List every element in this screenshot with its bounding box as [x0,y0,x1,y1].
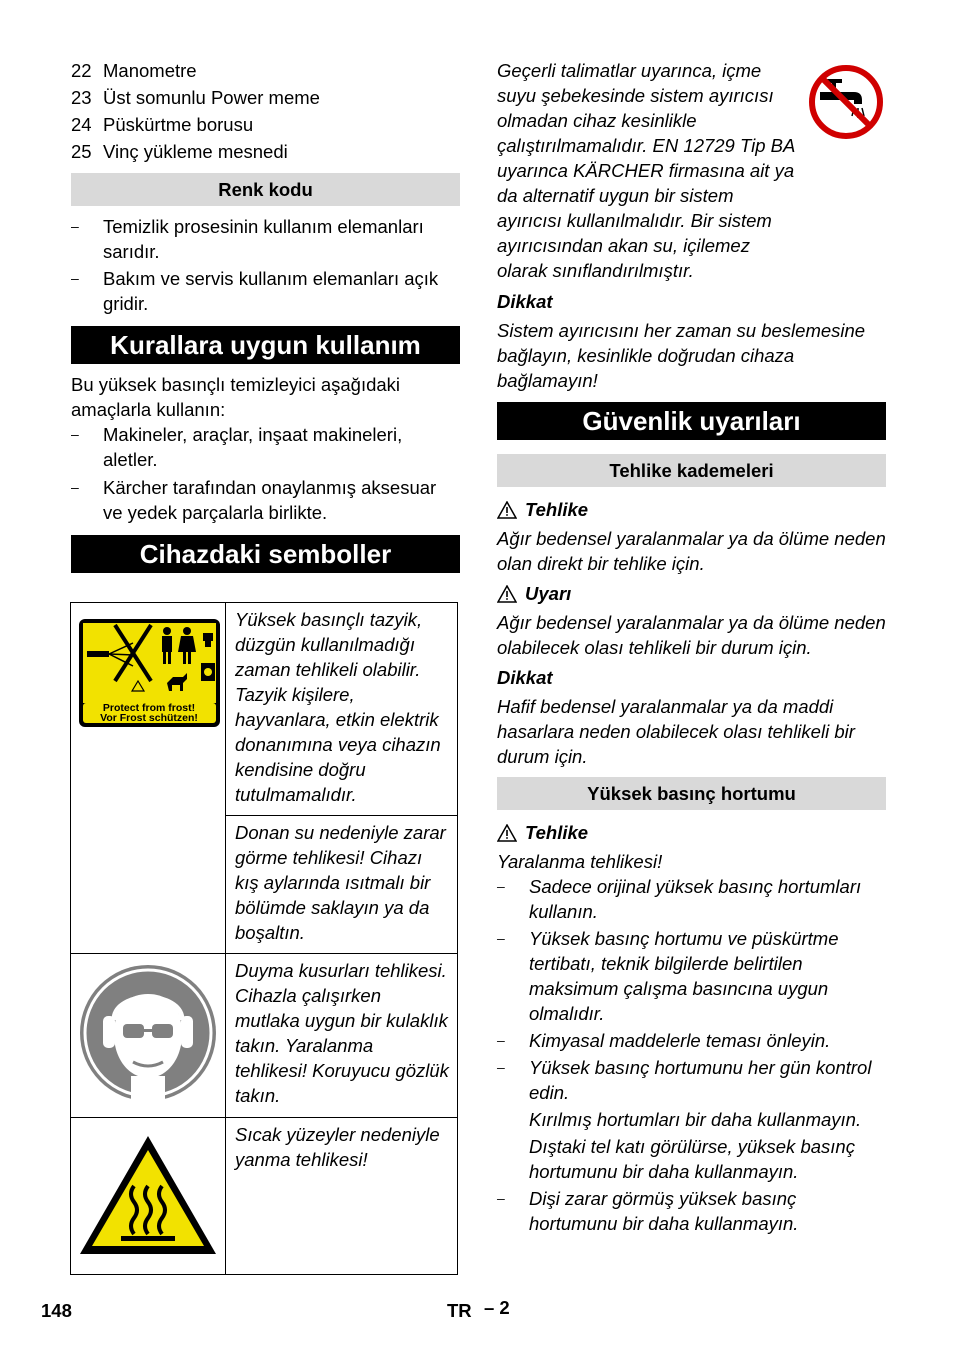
hortum-tehlike-label: Tehlike [497,820,886,845]
table-cell [71,603,226,954]
table-row [71,1118,458,1275]
table-row [71,954,458,1118]
dikkat-text: Sistem ayırıcısını her zaman su beslemesine bağlayın, kesinlikle doğrudan cihaza bağlamayın! [497,320,866,391]
uyari-label: Uyarı [497,581,886,606]
dikkat-level-text: Hafif bedensel yaralanmalar ya da maddi hasarlara neden olabilecek olası tehlikeli bir durum için. [497,696,855,767]
hot-surface-warning-icon [71,1118,225,1268]
list-item-text: Sadece orijinal yüksek basınç hortumları kullanın. [529,876,862,922]
tehlike-text: Ağır bedensel yaralanmalar ya da ölüme neden olan direkt bir tehlike için. [497,528,886,574]
item-number: 24 [71,114,92,135]
section-number: – 2 [484,1297,510,1318]
list-item: – Sadece orijinal yüksek basınç hortumları kullanın. [497,874,886,924]
high-pressure-warning-sign-icon [71,603,225,733]
symbol-description: Sıcak yüzeyler nedeniyle yanma tehlikesi! [235,1124,440,1170]
hortum-heading: Yüksek basınç hortumu [497,777,886,810]
symbol-description: Donan su nedeniyle zarar görme tehlikesi! Cihazı kış aylarında ısıtmalı bir bölümde saklayın ya da boşaltın. [235,822,446,943]
tehlike-kademeleri-heading: Tehlike kademeleri [497,454,886,487]
warning-triangle-icon [497,585,517,603]
list-item-text: Bakım ve servis kullanım elemanları açık gridir. [103,268,439,314]
list-item: – Dişi zarar görmüş yüksek basınç hortumunu bir daha kullanmayın. [497,1186,886,1236]
list-item: – Yüksek basınç hortumunu her gün kontrol edin. [497,1055,886,1105]
table-cell [226,816,458,954]
table-row [71,603,458,816]
item-label: Vinç yükleme mesnedi [103,141,288,162]
symbol-description: Yüksek basınçlı tazyik, düzgün kullanılmadığı zaman tehlikeli olabilir. Tazyik kişilere, hayvanlara, etkin elektrik donanımına veya cihazın kendisine doğru tutulmamalıdır. [235,609,441,805]
table-cell [226,603,458,816]
renk-kodu-heading: Renk kodu [71,173,460,206]
list-item-text: Makineler, araçlar, inşaat makineleri, aletler. [103,424,403,470]
tehlike-label: Tehlike [497,497,886,522]
right-column [497,58,886,1236]
parts-list [71,58,460,166]
list-item: – Kärcher tarafından onaylanmış aksesuar ve yedek parçalarla birlikte. [71,475,460,525]
hortum-sub-1: Kırılmış hortumları bir daha kullanmayın. [529,1109,862,1130]
table-cell [71,954,226,1118]
warning-triangle-icon [497,501,517,519]
list-item: – Yüksek basınç hortumu ve püskürtme tertibatı, teknik bilgilerde belirtilen maksimum çalışma basıncına uygun olmalıdır. [497,926,886,1026]
list-item [71,58,460,85]
dikkat-level-label: Dikkat [497,667,553,688]
semboller-heading: Cihazdaki semboller [71,535,460,573]
table-cell [226,1118,458,1275]
warning-triangle-icon [497,824,517,842]
uyari-text: Ağır bedensel yaralanmalar ya da ölüme neden olabilecek olası tehlikeli bir durum için. [497,612,886,658]
list-item-text: Temizlik prosesinin kullanım elemanları sarıdır. [103,216,424,262]
page-number: 148 [41,1300,72,1321]
table-cell [71,1118,226,1275]
hortum-sub-2: Dıştaki tel katı görülürse, yüksek basınç hortumunu bir daha kullanmayın. [529,1136,855,1182]
list-item-text: Kimyasal maddelerle teması önleyin. [529,1030,831,1051]
list-item-text: Kärcher tarafından onaylanmış aksesuar ve yedek parçalarla birlikte. [103,477,437,523]
no-drinking-water-icon [808,64,884,140]
list-item [71,85,460,112]
list-item: – Temizlik prosesinin kullanım elemanları sarıdır. [71,214,460,264]
item-number: 25 [71,141,92,162]
item-number: 23 [71,87,92,108]
list-item-text: Yüksek basınç hortumu ve püskürtme tertibatı, teknik bilgilerde belirtilen maksimum çalışma basıncına uygun olmalıdır. [529,928,839,1024]
item-label: Üst somunlu Power meme [103,87,320,108]
symbol-description: Duyma kusurları tehlikesi. Cihazla çalışırken mutlaka uygun bir kulaklık takın. Yaralanma tehlikesi! Koruyucu gözlük takın. [235,960,449,1106]
renk-kodu-list [71,214,460,316]
table-cell [226,954,458,1118]
item-label: Manometre [103,60,197,81]
kurallar-intro: Bu yüksek basınçlı temizleyici aşağıdaki amaçlarla kullanın: [71,374,401,420]
list-item: – Bakım ve servis kullanım elemanları açık gridir. [71,266,460,316]
guvenlik-heading: Güvenlik uyarıları [497,402,886,440]
item-label: Püskürtme borusu [103,114,254,135]
dikkat-label: Dikkat [497,291,553,312]
kurallar-heading: Kurallara uygun kullanım [71,326,460,364]
hortum-lead: Yaralanma tehlikesi! [497,851,663,872]
item-number: 22 [71,60,92,81]
list-item-text: Dişi zarar görmüş yüksek basınç hortumunu bir daha kullanmayın. [529,1188,799,1234]
language-code: TR [447,1300,472,1321]
list-item-text: Yüksek basınç hortumunu her gün kontrol edin. [529,1057,872,1103]
ear-eye-protection-icon [71,954,225,1111]
left-column [71,58,460,573]
list-item: – Makineler, araçlar, inşaat makineleri, aletler. [71,422,460,472]
list-item [71,112,460,139]
list-item [71,139,460,166]
sign-text-frost-de: Vor Frost schützen! [100,712,198,724]
system-separator-text: Geçerli talimatlar uyarınca, içme suyu şebekesinde sistem ayırıcısı olmadan cihaz kesinlikle çalıştırılmamalıdır. EN 12729 Tip BA uyarınca KÄRCHER firmasına ait ya da alternatif uygun bir sistem ayırıcısı kullanılmalıdır. Bir sistem ayırıcısından akan su, içilemez olarak sınıflandırılmıştır. [497,60,795,281]
symbol-table [70,602,458,1275]
list-item: – Kimyasal maddelerle teması önleyin. [497,1028,886,1053]
sign-text-frost-en: Protect from frost! [102,702,196,714]
